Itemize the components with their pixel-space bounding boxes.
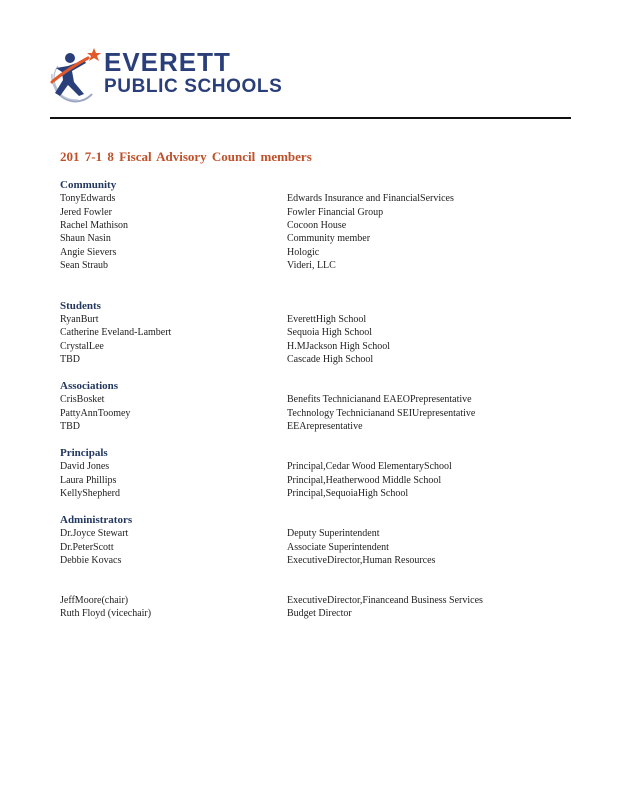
page-title: 201 7-1 8 Fiscal Advisory Council members <box>60 149 312 164</box>
member-name: CrisBosket <box>60 394 105 405</box>
district-logo <box>48 44 298 104</box>
section-heading-community: Community <box>60 179 117 191</box>
member-role: ExecutiveDirector,Financeand Business Services <box>287 595 483 606</box>
member-role: H.MJackson High School <box>287 341 391 352</box>
member-role: EEArepresentative <box>287 421 363 432</box>
member-role: Principal,SequoiaHigh School <box>287 488 409 499</box>
member-name: KellyShepherd <box>60 488 120 499</box>
member-name: Jered Fowler <box>60 207 112 218</box>
runner-star-icon <box>48 44 104 104</box>
member-role: Hologic <box>287 247 320 258</box>
section-heading-principals: Principals <box>60 447 108 459</box>
member-name: TBD <box>60 354 80 365</box>
member-role: Cascade High School <box>287 354 374 365</box>
logo-wordmark-line1: EVERETT <box>104 47 231 77</box>
section-heading-administrators: Administrators <box>60 514 133 526</box>
member-role: Cocoon House <box>287 220 347 231</box>
member-name: Sean Straub <box>60 260 109 271</box>
member-role: Principal,Heatherwood Middle School <box>287 475 442 486</box>
member-name: Dr.Joyce Stewart <box>60 528 129 539</box>
member-role: Edwards Insurance and FinancialServices <box>287 193 454 204</box>
logo-wordmark-line2: PUBLIC SCHOOLS <box>104 76 283 97</box>
member-name: Ruth Floyd (vicechair) <box>60 608 152 619</box>
member-name: Rachel Mathison <box>60 220 129 231</box>
member-name: Catherine Eveland-Lambert <box>60 327 172 338</box>
member-name: JeffMoore(chair) <box>60 595 129 606</box>
member-name: Shaun Nasin <box>60 233 111 244</box>
member-role: Budget Director <box>287 608 352 619</box>
member-name: RyanBurt <box>60 314 99 325</box>
member-name: Laura Phillips <box>60 475 117 486</box>
member-name: CrystalLee <box>60 341 104 352</box>
member-role: Associate Superintendent <box>287 542 389 553</box>
member-role: Videri, LLC <box>287 260 336 271</box>
section-heading-students: Students <box>60 300 101 312</box>
member-role: Technology Technicianand SEIUrepresentative <box>287 408 476 419</box>
member-name: TonyEdwards <box>60 193 116 204</box>
member-name: Angie Sievers <box>60 247 117 258</box>
member-name: Debbie Kovacs <box>60 555 122 566</box>
member-name: Dr.PeterScott <box>60 542 114 553</box>
member-role: Community member <box>287 233 371 244</box>
member-role: Principal,Cedar Wood ElementarySchool <box>287 461 452 472</box>
member-name: PattyAnnToomey <box>60 408 131 419</box>
member-role: Fowler Financial Group <box>287 207 384 218</box>
section-heading-associations: Associations <box>60 380 119 392</box>
member-role: Benefits Technicianand EAEOPrepresentative <box>287 394 472 405</box>
member-role: EverettHigh School <box>287 314 367 325</box>
header-divider <box>50 117 571 119</box>
member-role: Deputy Superintendent <box>287 528 380 539</box>
member-name: David Jones <box>60 461 110 472</box>
member-role: ExecutiveDirector,Human Resources <box>287 555 436 566</box>
member-role: Sequoia High School <box>287 327 372 338</box>
member-name: TBD <box>60 421 80 432</box>
